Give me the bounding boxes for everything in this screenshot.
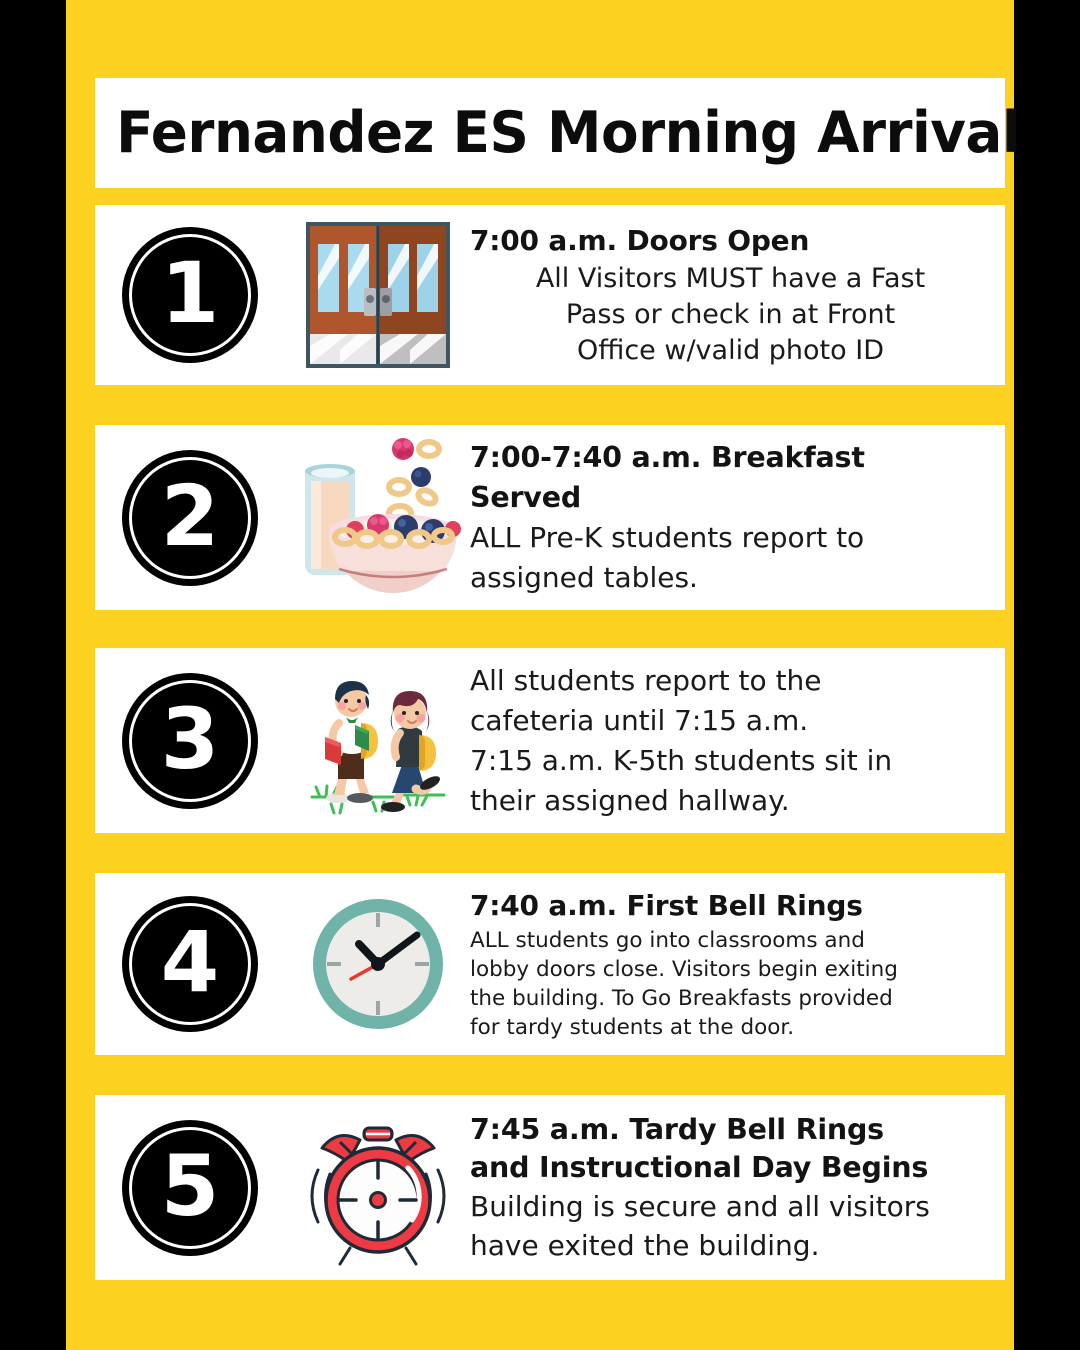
step-4-body-line: the building. To Go Breakfasts provided <box>470 986 893 1011</box>
step-3-body-line: their assigned hallway. <box>470 783 790 817</box>
step-2-badge-cell <box>95 450 285 586</box>
step-1-badge-cell <box>95 227 285 363</box>
step-5-text <box>470 1111 1005 1265</box>
step-5-body-line: Building is secure and all visitors <box>470 1189 930 1223</box>
badge-number: 2 <box>160 466 220 565</box>
step-2-body-line: assigned tables. <box>470 560 698 594</box>
header-card <box>95 78 1021 188</box>
badge-number: 3 <box>160 689 220 788</box>
step-3-body-line: 7:15 a.m. K-5th students sit in <box>470 743 893 777</box>
step-number-badge-5 <box>122 1120 258 1256</box>
step-4-body <box>470 926 991 1042</box>
step-5-heading-line: and Instructional Day Begins <box>470 1150 929 1184</box>
step-4-body-line: for tardy students at the door. <box>470 1015 795 1040</box>
step-2-heading <box>470 438 991 518</box>
step-4-heading: 7:40 a.m. First Bell Rings <box>470 889 863 922</box>
alarm-clock-icon <box>296 1108 460 1268</box>
step-row-5 <box>95 1095 1005 1280</box>
step-1-text <box>470 221 1005 369</box>
step-2-heading-line: Served <box>470 480 582 514</box>
step-number-badge-1 <box>122 227 258 363</box>
step-5-body <box>470 1187 991 1265</box>
step-row-3 <box>95 648 1005 833</box>
step-4-body-line: ALL students go into classrooms and <box>470 928 865 953</box>
step-3-body-line: cafeteria until 7:15 a.m. <box>470 703 809 737</box>
step-2-body-line: ALL Pre-K students report to <box>470 520 865 554</box>
badge-number: 1 <box>160 244 220 342</box>
step-2-icon-cell <box>285 435 470 600</box>
step-1-body-line: Office w/valid photo ID <box>576 335 885 366</box>
step-3-text <box>470 661 1005 821</box>
students-walking-icon <box>298 661 458 821</box>
step-1-body-line: All Visitors MUST have a Fast <box>535 263 926 294</box>
page-title: Fernandez ES Morning Arrival <box>116 100 1021 166</box>
step-row-2 <box>95 425 1005 610</box>
step-row-1 <box>95 205 1005 385</box>
step-5-badge-cell <box>95 1120 285 1256</box>
step-5-heading <box>470 1111 991 1187</box>
step-3-badge-cell <box>95 673 285 809</box>
step-number-badge-2 <box>122 450 258 586</box>
wall-clock-icon <box>305 891 451 1037</box>
step-2-text <box>470 438 1005 598</box>
step-1-heading: 7:00 a.m. Doors Open <box>470 224 810 257</box>
step-number-badge-3 <box>122 673 258 809</box>
badge-number: 4 <box>160 913 220 1011</box>
step-5-heading-line: 7:45 a.m. Tardy Bell Rings <box>470 1112 884 1146</box>
badge-number: 5 <box>160 1136 220 1235</box>
cereal-bowl-and-milk-icon <box>293 435 463 600</box>
step-4-body-line: lobby doors close. Visitors begin exiting <box>470 957 898 982</box>
step-5-icon-cell <box>285 1108 470 1268</box>
step-5-body-line: have exited the building. <box>470 1228 820 1262</box>
double-doors-icon <box>304 220 452 370</box>
step-3-icon-cell <box>285 661 470 821</box>
poster-canvas <box>66 0 1021 1350</box>
step-1-body-line: Pass or check in at Front <box>565 299 896 330</box>
step-4-badge-cell <box>95 896 285 1032</box>
step-1-icon-cell <box>285 220 470 370</box>
step-3-body <box>470 661 991 821</box>
step-1-body <box>470 261 991 369</box>
step-2-heading-line: 7:00-7:40 a.m. Breakfast <box>470 440 865 474</box>
step-row-4 <box>95 873 1005 1055</box>
step-4-icon-cell <box>285 891 470 1037</box>
step-2-body <box>470 518 991 598</box>
step-number-badge-4 <box>122 896 258 1032</box>
step-3-body-line: All students report to the <box>470 663 822 697</box>
step-4-text <box>470 886 1005 1042</box>
